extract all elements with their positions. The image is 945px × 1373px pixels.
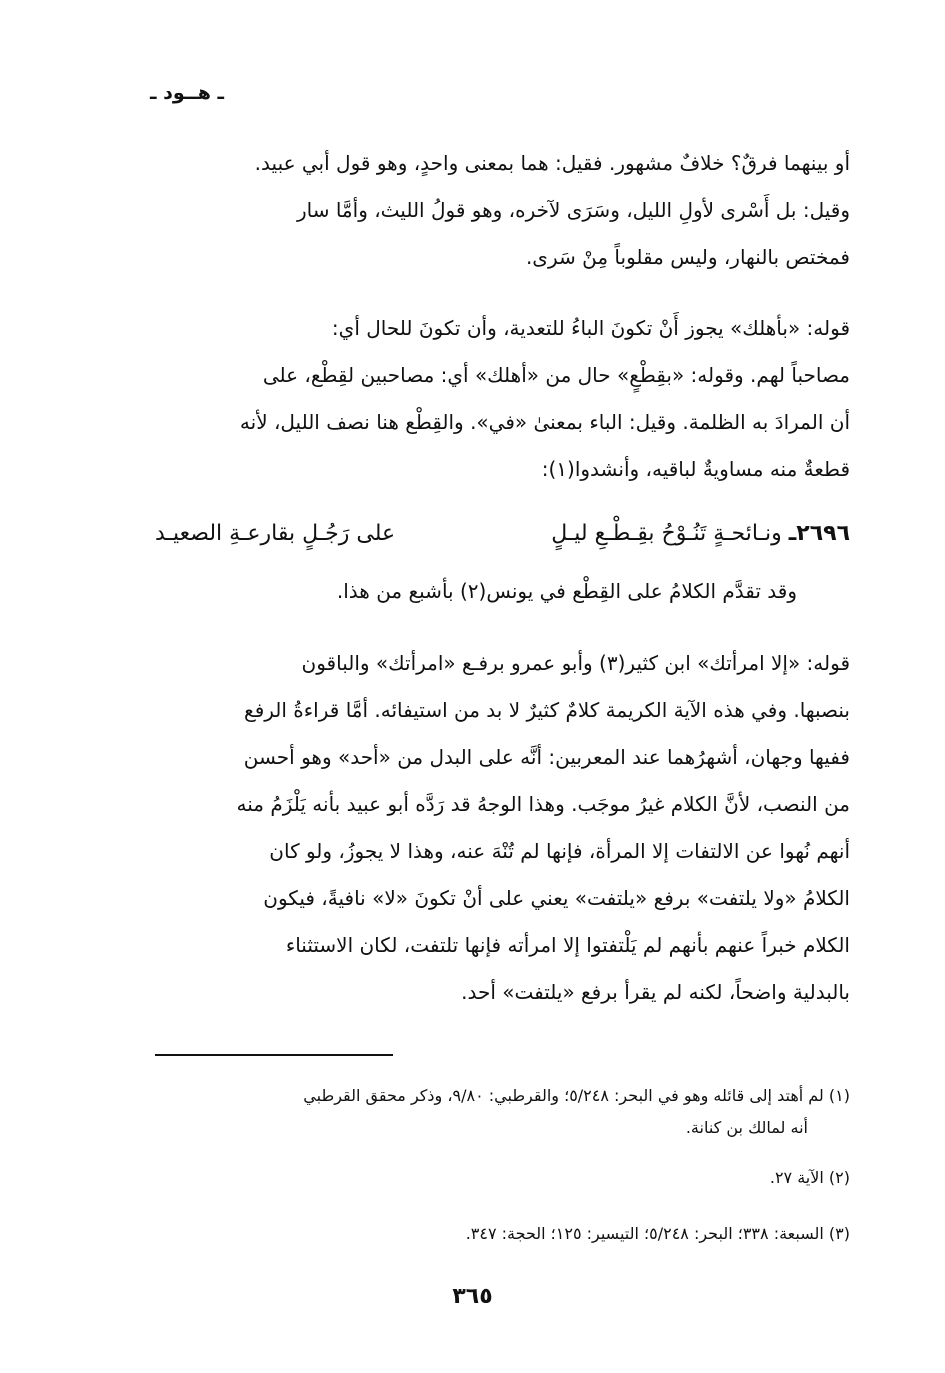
footnote-marker: (١) bbox=[828, 1086, 850, 1105]
text-line: بنصبها. وفي هذه الآية الكريمة كلامٌ كثيرٌ لا بد من استيفائه. أمَّا قراءةُ الرفع bbox=[244, 698, 850, 722]
verse-hemistich-2: على رَجُـلٍ بقارعـةِ الصعيـد bbox=[155, 521, 396, 546]
paragraph-3 bbox=[155, 640, 850, 1016]
text-line: الكلامُ «ولا يلتفت» برفع «يلتفت» يعني على أنْ تكونَ «لا» نافيةً، فيكون bbox=[263, 886, 850, 910]
footnote-text: لم أهتد إلى قائله وهو في البحر: ٥/٢٤٨؛ والقرطبي: ٩/٨٠، وذكر محقق القرطبي bbox=[303, 1086, 824, 1105]
poetry-verse bbox=[155, 510, 850, 558]
text-line: قوله: «بأهلك» يجوز أَنْ تكونَ الباءُ للتعدية، وأن تكونَ للحال أي: bbox=[331, 316, 850, 340]
text-line: أن المرادَ به الظلمة. وقيل: الباء بمعنىٰ «في». والقِطْع هنا نصف الليل، لأنه bbox=[239, 410, 850, 434]
paragraph-2 bbox=[155, 305, 850, 493]
footnote-text: الآية ٢٧. bbox=[769, 1168, 824, 1187]
verse-first-half bbox=[551, 510, 850, 558]
text-line: قوله: «إلا امرأتك» ابن كثير(٣) وأبو عمرو برفـع «امرأتك» والباقون bbox=[301, 651, 850, 675]
text-line: مصاحباً لهم. وقوله: «بقِطْعٍ» حال من «أهلك» أي: مصاحبين لقِطْع، على bbox=[262, 363, 850, 387]
footnote-3 bbox=[150, 1218, 850, 1250]
footnote-text: السبعة: ٣٣٨؛ البحر: ٥/٢٤٨؛ التيسير: ١٢٥؛ الحجة: ٣٤٧. bbox=[465, 1224, 824, 1243]
paragraph-1 bbox=[155, 140, 850, 281]
text-line: من النصب، لأنَّ الكلام غيرُ موجَب. وهذا الوجهُ قد رَدَّه أبو عبيد بأنه يَلْزَمُ منه bbox=[236, 792, 850, 816]
verse-hemistich-1: ونـائحـةٍ تَنُـوْحُ بقِـطْـعِ ليـلٍ bbox=[551, 521, 782, 546]
text-line: بالبدلية واضحاً، لكنه لم يقرأ برفع «يلتفت» أحد. bbox=[461, 980, 850, 1004]
page-number: ٣٦٥ bbox=[452, 1284, 493, 1309]
footnote-continuation: أنه لمالك بن كنانة. bbox=[685, 1118, 808, 1137]
footnote-separator bbox=[155, 1054, 393, 1056]
footnote-line bbox=[150, 1080, 850, 1112]
text-line: فمختص بالنهار، وليس مقلوباً مِنْ سَرى. bbox=[525, 245, 850, 269]
text-line: ففيها وجهان، أشهرُهما عند المعربين: أنَّه على البدل من «أحد» وهو أحسن bbox=[243, 745, 850, 769]
text-line: أو بينهما فرقٌ؟ خلافٌ مشهور. فقيل: هما بمعنى واحدٍ، وهو قول أبي عبيد. bbox=[254, 151, 850, 175]
running-head: ـ هــود ـ bbox=[150, 82, 225, 104]
verse-number: ٢٦٩٦ـ bbox=[788, 521, 850, 546]
text-line: وقيل: بل أَسْرى لأولِ الليل، وسَرَى لآخره، وهو قولُ الليث، وأمَّا سار bbox=[296, 198, 850, 222]
footnote-line bbox=[150, 1218, 850, 1250]
after-verse-line: وقد تقدَّم الكلامُ على القِطْع في يونس(٢) بأشبع من هذا. bbox=[336, 579, 797, 603]
text-line: الكلام خبراً عنهم بأنهم لم يَلْتفتوا إلا امرأته فإنها تلتفت، لكان الاستثناء bbox=[285, 933, 850, 957]
footnote-marker: (٣) bbox=[828, 1224, 850, 1243]
text-line: قطعةٌ منه مساويةٌ لباقيه، وأنشدوا(١): bbox=[541, 457, 850, 481]
footnote-1 bbox=[150, 1080, 850, 1144]
text-line: أنهم نُهوا عن الالتفات إلا المرأة، فإنها لم تُنْهَ عنه، وهذا لا يجوزُ، ولو كان bbox=[269, 839, 850, 863]
footnote-2 bbox=[150, 1162, 850, 1194]
footnote-line bbox=[150, 1162, 850, 1194]
footnote-marker: (٢) bbox=[828, 1168, 850, 1187]
